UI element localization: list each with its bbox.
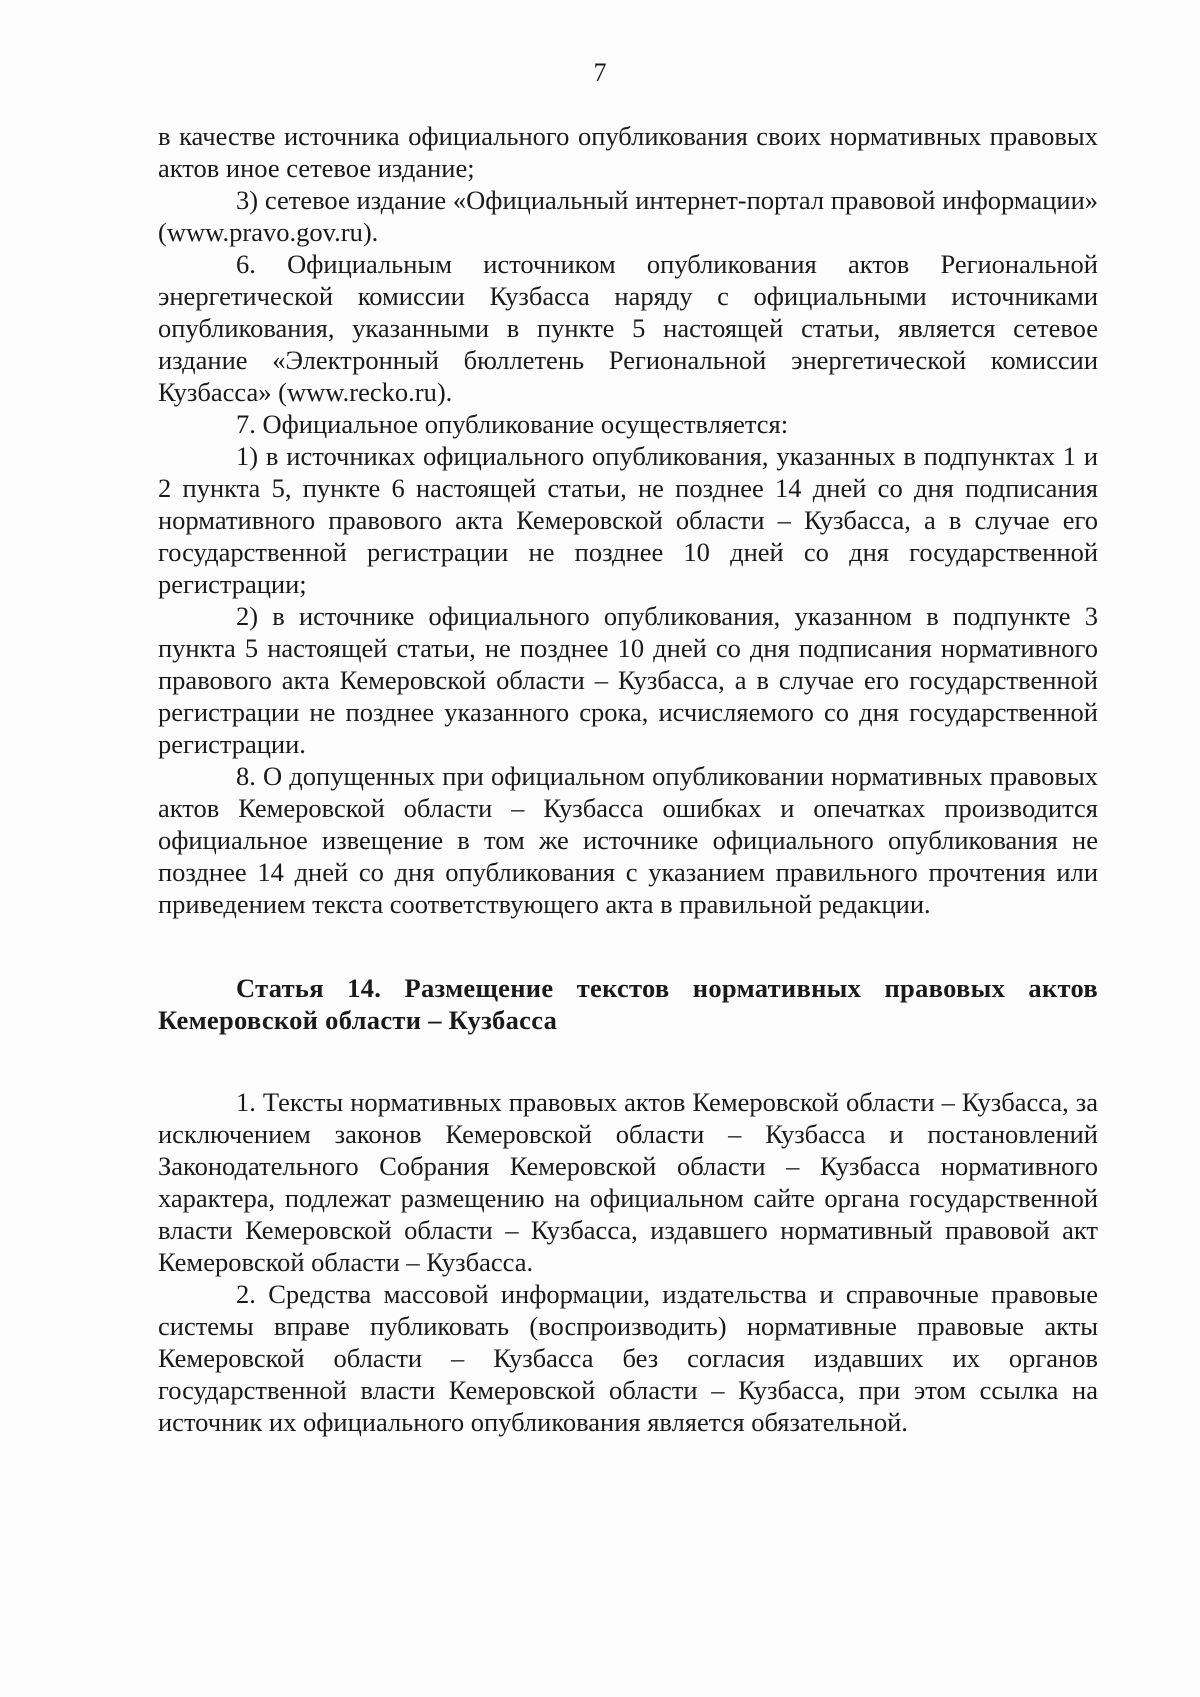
paragraph-subitem-3: 3) сетевое издание «Официальный интернет-портал правовой информации» (www.pravo.gov.ru).	[158, 185, 1098, 247]
document-body	[158, 120, 1098, 1438]
paragraph-item-7: 7. Официальное опубликование осуществляется:	[236, 409, 789, 439]
paragraph-item-7-subitem-1: 1) в источниках официального опубликования, указанных в подпунктах 1 и 2 пункта 5, пункте 6 настоящей статьи, не позднее 14 дней со дня подписания нормативного правового акта Кемеровской области – Кузбасса, а в случае его государственной регистрации не позднее 10 дней со дня государственной регистрации;	[158, 441, 1098, 599]
page-number: 7	[593, 58, 607, 87]
section-article-14	[158, 1086, 1098, 1438]
paragraph-continuation: в качестве источника официального опубликования своих нормативных правовых актов иное сетевое издание;	[158, 121, 1098, 183]
paragraph-item-8: 8. О допущенных при официальном опубликовании нормативных правовых актов Кемеровской области – Кузбасса ошибках и опечатках производится официальное извещение в том же источнике официального опубликования не позднее 14 дней со дня опубликования с указанием правильного прочтения или приведением текста соответствующего акта в правильной редакции.	[158, 761, 1098, 919]
paragraph-item-7-subitem-2: 2) в источнике официального опубликования, указанном в подпункте 3 пункта 5 настоящей статьи, не позднее 10 дней со дня подписания нормативного правового акта Кемеровской области – Кузбасса, а в случае его государственной регистрации не позднее указанного срока, исчисляемого со дня государственной регистрации.	[158, 601, 1098, 759]
article-heading: Статья 14. Размещение текстов нормативных правовых актов Кемеровской области – Кузбасса	[158, 973, 1098, 1035]
section-article-13-continued	[158, 120, 1098, 920]
paragraph-article-14-item-1: 1. Тексты нормативных правовых актов Кемеровской области – Кузбасса, за исключением законов Кемеровской области – Кузбасса и постановлений Законодательного Собрания Кемеровской области – Кузбасса нормативного характера, подлежат размещению на официальном сайте органа государственной власти Кемеровской области – Кузбасса, издавшего нормативный правовой акт Кемеровской области – Кузбасса.	[158, 1087, 1098, 1277]
paragraph-article-14-item-2: 2. Средства массовой информации, издательства и справочные правовые системы вправе публиковать (воспроизводить) нормативные правовые акты Кемеровской области – Кузбасса без согласия издавших их органов государственной власти Кемеровской области – Кузбасса, при этом ссылка на источник их официального опубликования является обязательной.	[158, 1279, 1098, 1437]
paragraph-item-6: 6. Официальным источником опубликования актов Региональной энергетической комиссии Кузбасса наряду с официальными источниками опубликования, указанными в пункте 5 настоящей статьи, является сетевое издание «Электронный бюллетень Региональной энергетической комиссии Кузбасса» (www.recko.ru).	[158, 249, 1098, 407]
